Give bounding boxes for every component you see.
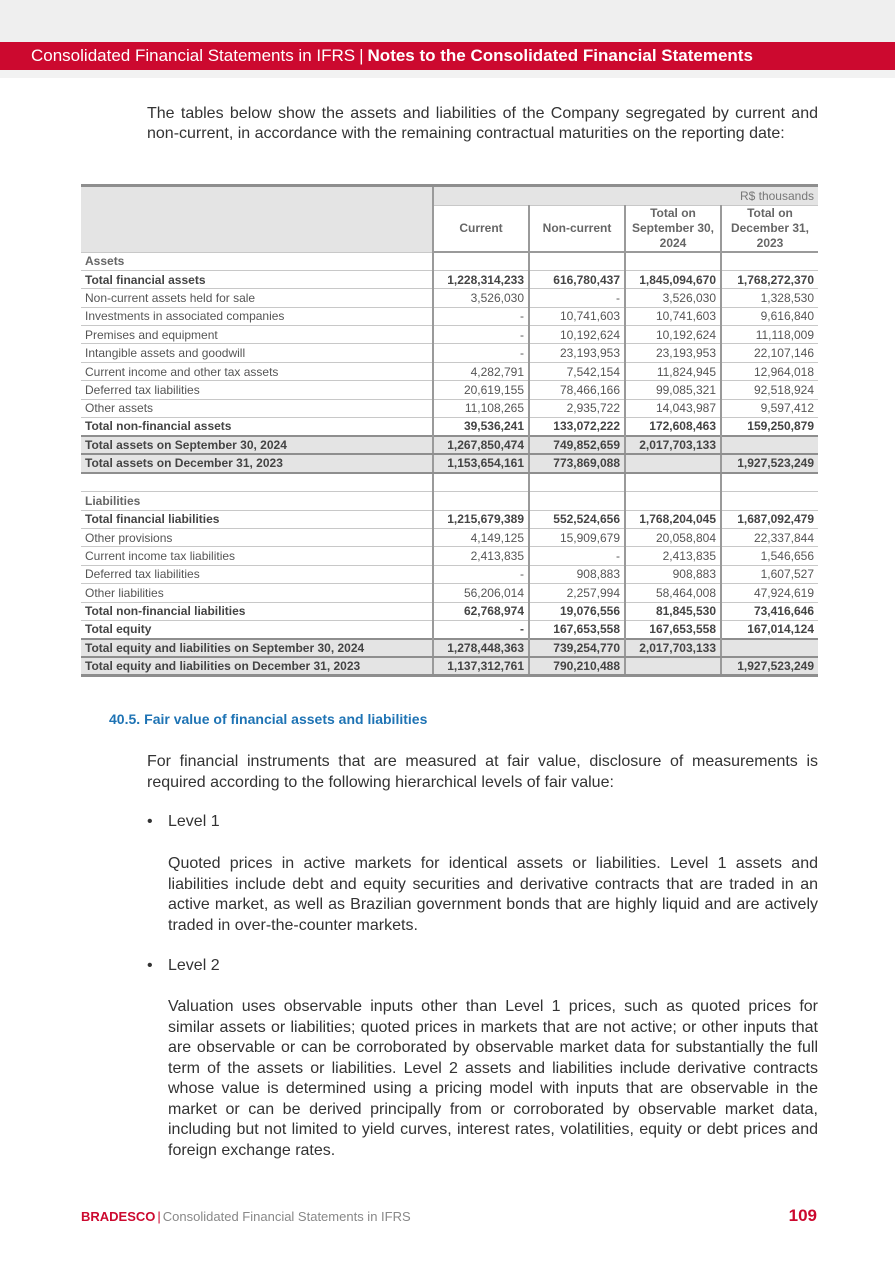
cell-value: 552,524,656 [529, 510, 625, 528]
bullet-icon: • [147, 813, 153, 830]
top-band [0, 0, 895, 42]
cell-value: 20,058,804 [625, 528, 721, 546]
row-label: Total equity [81, 620, 433, 638]
cell-value: 1,546,656 [721, 547, 818, 565]
cell-value: 12,964,018 [721, 362, 818, 380]
cell-value: - [433, 344, 529, 362]
cell-value: 2,257,994 [529, 584, 625, 602]
cell-value: 56,206,014 [433, 584, 529, 602]
cell-value: 1,768,272,370 [721, 270, 818, 288]
table-row [81, 584, 818, 602]
table-row [81, 270, 818, 288]
row-label: Total non-financial assets [81, 418, 433, 436]
cell-value: - [433, 620, 529, 638]
row-label: Investments in associated companies [81, 307, 433, 325]
cell-value: 20,619,155 [433, 381, 529, 399]
cell-value: 19,076,556 [529, 602, 625, 620]
col-header-current: Current [433, 206, 529, 253]
cell-value: 167,014,124 [721, 620, 818, 638]
row-label: Total non-financial liabilities [81, 602, 433, 620]
footer-brand-logo: BRADESCO [81, 1209, 156, 1224]
level2-bullet-item [147, 957, 220, 975]
intro-paragraph: The tables below show the assets and liabilities of the Company segregated by current and non-current, in accordance with the remaining contractual maturities on the reporting date: [147, 105, 818, 142]
cell-value [529, 492, 625, 510]
row-label: Other provisions [81, 528, 433, 546]
cell-value: 1,927,523,249 [721, 454, 818, 472]
cell-value: 2,413,835 [433, 547, 529, 565]
level1-description: Quoted prices in active markets for identical assets or liabilities. Level 1 assets and liabilities include debt and equity securities and derivative contracts that are traded in an active market, as well as Brazilian government bonds that are highly liquid and are actively traded in over-the-counter markets. [168, 855, 818, 934]
bullet-icon: • [147, 957, 153, 974]
table-row [81, 657, 818, 675]
cell-value: 10,741,603 [625, 307, 721, 325]
section-title: Fair value of financial assets and liabilities [144, 711, 428, 727]
cell-value: 11,108,265 [433, 399, 529, 417]
level1-bullet-item [147, 813, 220, 831]
cell-value: 1,267,850,474 [433, 436, 529, 454]
table-row [81, 326, 818, 344]
cell-value [625, 454, 721, 472]
cell-value: - [529, 547, 625, 565]
cell-value: 47,924,619 [721, 584, 818, 602]
cell-value: 1,768,204,045 [625, 510, 721, 528]
cell-value [625, 657, 721, 675]
cell-value [721, 492, 818, 510]
page-number: 109 [788, 1206, 817, 1225]
cell-value: 3,526,030 [433, 289, 529, 307]
cell-value: - [433, 565, 529, 583]
cell-value: 10,192,624 [529, 326, 625, 344]
cell-value: 616,780,437 [529, 270, 625, 288]
row-label: Premises and equipment [81, 326, 433, 344]
cell-value: 3,526,030 [625, 289, 721, 307]
fair-value-intro-paragraph: For financial instruments that are measured at fair value, disclosure of measurements is required according to the following hierarchical levels of fair value: [147, 753, 818, 791]
row-label: Total financial assets [81, 270, 433, 288]
footer [81, 1209, 411, 1224]
footer-document-title: Consolidated Financial Statements in IFRS [162, 1209, 411, 1224]
table-row [81, 289, 818, 307]
cell-value [721, 436, 818, 454]
table-spacer [81, 473, 818, 492]
cell-value [721, 252, 818, 270]
table-row [81, 344, 818, 362]
cell-value: 1,278,448,363 [433, 639, 529, 657]
cell-value: 11,118,009 [721, 326, 818, 344]
cell-value: 73,416,646 [721, 602, 818, 620]
row-label: Deferred tax liabilities [81, 381, 433, 399]
table-corner [81, 186, 433, 253]
cell-value: 22,107,146 [721, 344, 818, 362]
cell-value: 2,935,722 [529, 399, 625, 417]
footer-separator: | [157, 1209, 161, 1224]
cell-value [529, 252, 625, 270]
cell-value: 167,653,558 [625, 620, 721, 638]
cell-value: 62,768,974 [433, 602, 529, 620]
col-header-total-dec-2023: Total on December 31, 2023 [721, 206, 818, 253]
cell-value [625, 492, 721, 510]
table-row [81, 399, 818, 417]
row-label: Other assets [81, 399, 433, 417]
cell-value: 14,043,987 [625, 399, 721, 417]
cell-value: - [433, 326, 529, 344]
row-label: Total assets on September 30, 2024 [81, 436, 433, 454]
table-row [81, 252, 818, 270]
row-label: Total assets on December 31, 2023 [81, 454, 433, 472]
cell-value: 133,072,222 [529, 418, 625, 436]
table-row [81, 547, 818, 565]
cell-value: 1,153,654,161 [433, 454, 529, 472]
row-label: Deferred tax liabilities [81, 565, 433, 583]
row-label: Current income and other tax assets [81, 362, 433, 380]
cell-value: 739,254,770 [529, 639, 625, 657]
cell-value: - [433, 307, 529, 325]
cell-value: 58,464,008 [625, 584, 721, 602]
cell-value: 773,869,088 [529, 454, 625, 472]
cell-value: 9,616,840 [721, 307, 818, 325]
table-row [81, 362, 818, 380]
table-row [81, 602, 818, 620]
row-label: Current income tax liabilities [81, 547, 433, 565]
row-label: Intangible assets and goodwill [81, 344, 433, 362]
cell-value: 10,741,603 [529, 307, 625, 325]
level2-description: Valuation uses observable inputs other than Level 1 prices, such as quoted prices for similar assets or liabilities; quoted prices in markets that are not active; or other inputs that are observable or can be corroborated by observable market data for substantially the full term of the assets or liabilities. Level 2 assets and liabilities include derivative contracts whose value is determined using a pricing model with inputs that are observable in the market or can be derived principally from or corroborated by observable market data, including but not limited to yield curves, interest rates, volatilities, equity or debt prices and foreign exchange rates. [168, 998, 818, 1159]
cell-value: 15,909,679 [529, 528, 625, 546]
liabilities-section [81, 492, 818, 676]
table-unit: R$ thousands [433, 186, 818, 206]
table-row [81, 381, 818, 399]
cell-value: 908,883 [625, 565, 721, 583]
cell-value: 11,824,945 [625, 362, 721, 380]
table-row [81, 565, 818, 583]
row-label: Assets [81, 252, 433, 270]
cell-value: 4,282,791 [433, 362, 529, 380]
cell-value: 1,228,314,233 [433, 270, 529, 288]
cell-value [433, 252, 529, 270]
cell-value: 2,017,703,133 [625, 436, 721, 454]
cell-value: 167,653,558 [529, 620, 625, 638]
assets-section [81, 252, 818, 473]
cell-value: 2,413,835 [625, 547, 721, 565]
row-label: Other liabilities [81, 584, 433, 602]
cell-value: 159,250,879 [721, 418, 818, 436]
cell-value: 1,215,679,389 [433, 510, 529, 528]
cell-value: 790,210,488 [529, 657, 625, 675]
cell-value: 81,845,530 [625, 602, 721, 620]
cell-value: 2,017,703,133 [625, 639, 721, 657]
col-header-total-sep-2024: Total on September 30, 2024 [625, 206, 721, 253]
table-row [81, 436, 818, 454]
cell-value [625, 252, 721, 270]
assets-liabilities-table [81, 184, 818, 677]
cell-value: 749,852,659 [529, 436, 625, 454]
cell-value: 1,137,312,761 [433, 657, 529, 675]
header-shadow [0, 70, 895, 78]
header-document-title: Consolidated Financial Statements in IFRS [31, 46, 356, 65]
row-label: Total equity and liabilities on September 30, 2024 [81, 639, 433, 657]
cell-value: 39,536,241 [433, 418, 529, 436]
cell-value [433, 492, 529, 510]
cell-value: 1,927,523,249 [721, 657, 818, 675]
cell-value: 1,607,527 [721, 565, 818, 583]
section-number: 40.5. [109, 711, 141, 727]
level2-label: Level 2 [168, 957, 220, 974]
cell-value: 9,597,412 [721, 399, 818, 417]
level1-label: Level 1 [168, 813, 220, 830]
cell-value: 78,466,166 [529, 381, 625, 399]
cell-value: 172,608,463 [625, 418, 721, 436]
col-header-non-current: Non-current [529, 206, 625, 253]
cell-value: 22,337,844 [721, 528, 818, 546]
section-heading [109, 711, 427, 727]
cell-value: 4,149,125 [433, 528, 529, 546]
table-row [81, 528, 818, 546]
cell-value: 1,687,092,479 [721, 510, 818, 528]
cell-value: 7,542,154 [529, 362, 625, 380]
table-row [81, 307, 818, 325]
cell-value: 1,328,530 [721, 289, 818, 307]
table-row [81, 454, 818, 472]
row-label: Liabilities [81, 492, 433, 510]
row-label: Total financial liabilities [81, 510, 433, 528]
table-row [81, 418, 818, 436]
cell-value: 1,845,094,670 [625, 270, 721, 288]
cell-value: - [529, 289, 625, 307]
table-row [81, 492, 818, 510]
header-bar [0, 42, 895, 70]
cell-value: 23,193,953 [529, 344, 625, 362]
table-row [81, 510, 818, 528]
header-separator: | [359, 46, 364, 65]
spacer-row [81, 473, 818, 492]
cell-value [721, 639, 818, 657]
row-label: Total equity and liabilities on December 31, 2023 [81, 657, 433, 675]
table-row [81, 639, 818, 657]
cell-value: 23,193,953 [625, 344, 721, 362]
row-label: Non-current assets held for sale [81, 289, 433, 307]
header-section-title: Notes to the Consolidated Financial Statements [367, 46, 753, 65]
cell-value: 908,883 [529, 565, 625, 583]
cell-value: 99,085,321 [625, 381, 721, 399]
cell-value: 92,518,924 [721, 381, 818, 399]
table-row [81, 620, 818, 638]
cell-value: 10,192,624 [625, 326, 721, 344]
